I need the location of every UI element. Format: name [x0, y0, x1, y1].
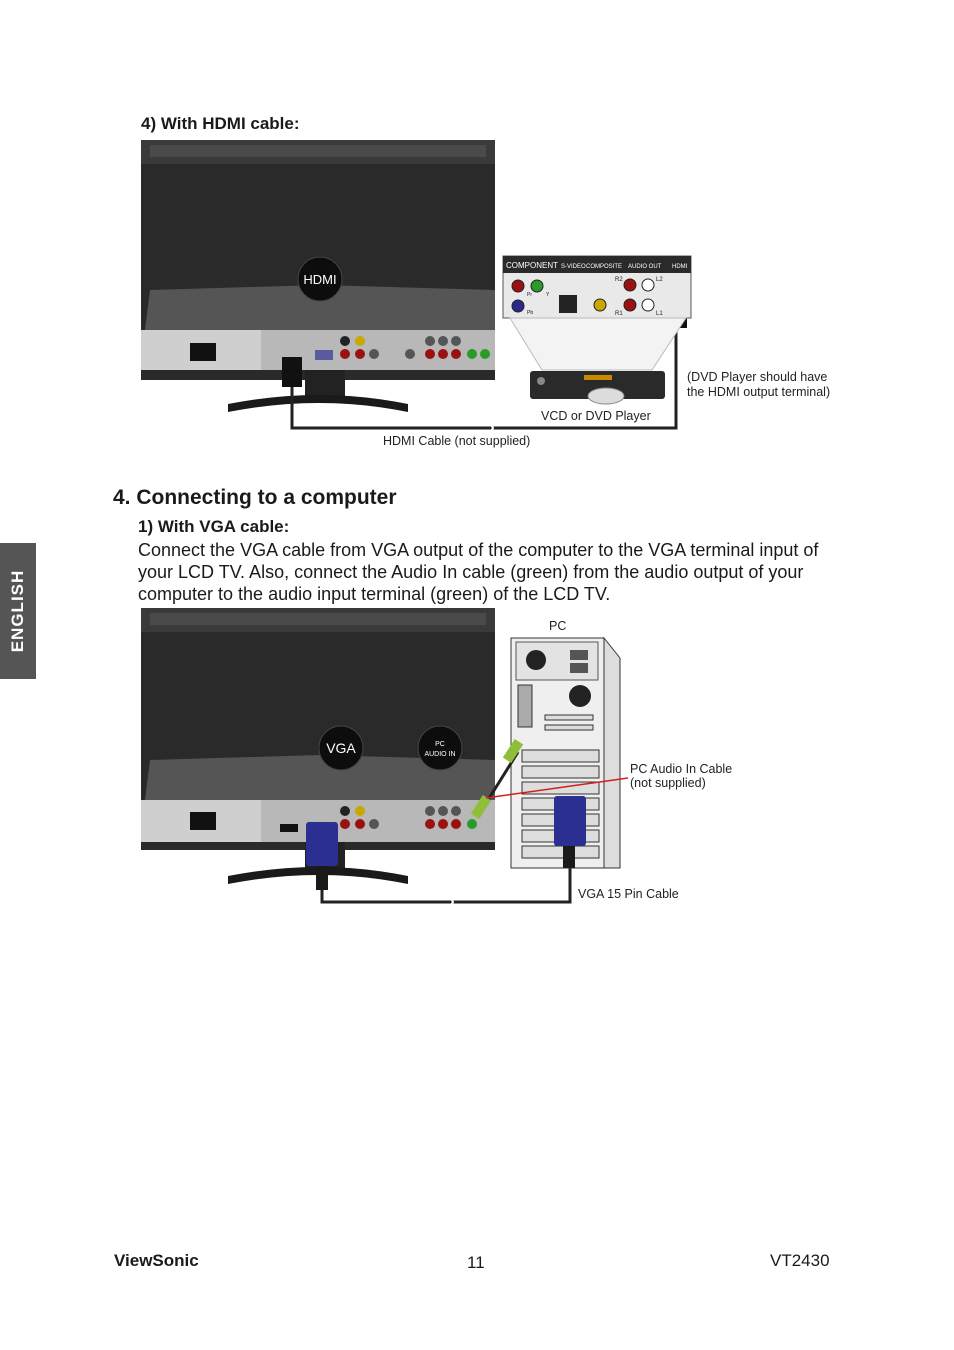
pc-audio-badge-line1: PC: [435, 741, 445, 748]
vga-connector-tv: [306, 822, 338, 890]
device-caption: VCD or DVD Player: [541, 409, 651, 423]
hdmi-note-line2: the HDMI output terminal): [687, 385, 831, 399]
audio-cable-caption-line2: (not supplied): [630, 776, 706, 790]
pc-label: PC: [549, 619, 567, 633]
port-label-pr: Pr: [527, 292, 532, 298]
footer-model: VT2430: [770, 1251, 830, 1270]
port-label-r2: R2: [615, 277, 623, 283]
panel-label-composite: COMPOSITE: [586, 264, 623, 270]
port-label-y: Y: [546, 292, 550, 298]
hdmi-note-line1: (DVD Player should have: [687, 370, 828, 384]
port-label-l2: L2: [656, 277, 663, 283]
vga-subheading: 1) With VGA cable:: [138, 517, 290, 536]
hdmi-badge: HDMI: [303, 272, 337, 287]
vga-cable-caption: VGA 15 Pin Cable: [578, 887, 679, 901]
panel-label-hdmi: HDMI: [672, 264, 688, 270]
vga-badge: VGA: [326, 740, 356, 756]
vga-instructions-line3: computer to the audio input terminal (green) of the LCD TV.: [138, 584, 611, 604]
hdmi-heading: 4) With HDMI cable:: [141, 114, 300, 133]
hdmi-cable-caption: HDMI Cable (not supplied): [383, 434, 531, 448]
footer-brand: ViewSonic: [114, 1251, 199, 1270]
dvd-player: [530, 371, 665, 404]
computer-section-heading: 4. Connecting to a computer: [113, 486, 397, 509]
audio-cable-caption-line1: PC Audio In Cable: [630, 762, 733, 776]
port-label-r1: R1: [615, 311, 623, 317]
panel-label-component: COMPONENT: [506, 261, 558, 270]
panel-label-audio-out: AUDIO OUT: [628, 264, 662, 270]
language-tab-label: ENGLISH: [8, 569, 27, 653]
pc-audio-badge-line2: AUDIO IN: [424, 751, 456, 758]
av-panel: [503, 256, 691, 318]
port-label-pb: Pb: [527, 310, 534, 316]
footer-page-number: 11: [467, 1253, 485, 1272]
vga-instructions-line2: your LCD TV. Also, connect the Audio In cable (green) from the audio output of your: [138, 562, 804, 582]
vga-diagram: [0, 600, 954, 910]
vga-instructions-line1: Connect the VGA cable from VGA output of the computer to the VGA terminal input of: [138, 540, 819, 560]
panel-label-svideo: S-VIDEO: [561, 264, 586, 270]
port-label-l1: L1: [656, 311, 663, 317]
vga-instructions: [138, 539, 898, 605]
